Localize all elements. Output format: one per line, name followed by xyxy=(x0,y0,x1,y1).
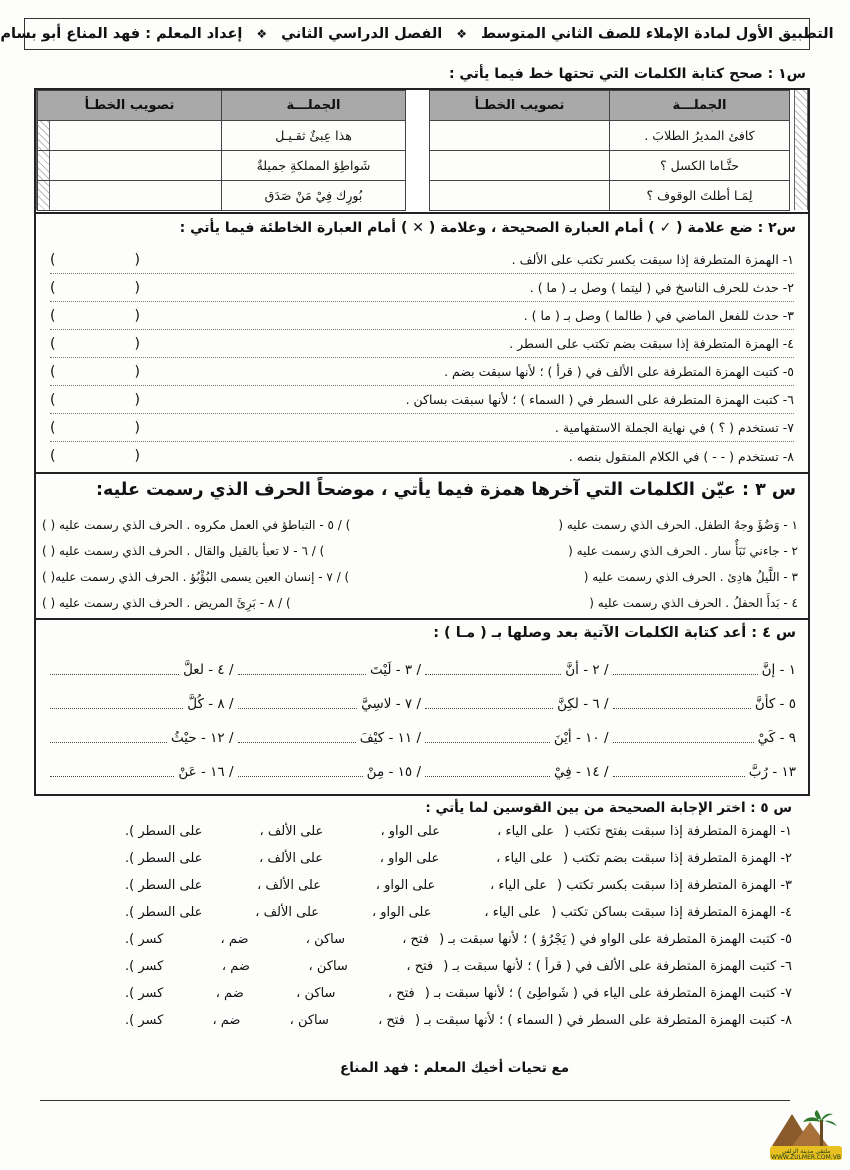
q2-statement: ٣- حدث للفعل الماضي في ( طالما ) وصل بـ ( ما ) . xyxy=(523,308,794,323)
answer-parentheses[interactable]: ( ) xyxy=(50,391,140,408)
q2-item xyxy=(50,330,794,358)
q5-item: ٦- كتبت الهمزة المتطرفة على الألف في ( قرأ ) ؛ لأنها سبقت بـ ( فتح ، ساكن ، ضم ، كسر ). xyxy=(125,958,792,974)
option[interactable]: على الواو ، xyxy=(380,823,440,839)
answer-parentheses[interactable]: ( ) xyxy=(50,448,140,464)
q4-row xyxy=(46,690,796,718)
option[interactable]: كسر ). xyxy=(125,958,164,974)
q3-item: ) / ٥ - التباطؤ في العمل مكروه . الحرف الذي رسمت عليه ( ) xyxy=(42,518,351,532)
q3-item: ) / ٦ - لا تعبأ بالقيل والقال . الحرف الذي رسمت عليه ( ) xyxy=(42,544,325,558)
option[interactable]: ساكن ، xyxy=(296,985,336,1001)
q2-statement: ٤- الهمزة المتطرفة إذا سبقت بضم تكتب على السطر . xyxy=(509,336,794,351)
sentence-cell: لِمَـا أطلتَ الوقوف ؟ xyxy=(610,181,790,211)
q2-statement: ٥- كتبت الهمزة المتطرفة على الألف في ( قرأ ) ؛ لأنها سبقت بضم . xyxy=(444,364,794,379)
correction-cell[interactable] xyxy=(38,121,222,151)
col-header-sentence: الجملـــة xyxy=(222,91,406,121)
q4-cell: / ١٥ - مِنْ xyxy=(234,758,422,786)
option[interactable]: على الألف ، xyxy=(255,904,320,920)
logo-url: WWW.ZULMER.COM.VB xyxy=(771,1154,841,1161)
q2-item xyxy=(50,386,794,414)
option[interactable]: على الألف ، xyxy=(257,877,321,893)
option[interactable]: على الياء ، xyxy=(490,877,547,893)
option[interactable]: ضم ، xyxy=(215,985,244,1001)
header-subject: التطبيق الأول لمادة الإملاء للصف الثاني المتوسط xyxy=(481,26,834,42)
q4-title: س ٤ : أعد كتابة الكلمات الآتية بعد وصلها بـ ( مـا ) : xyxy=(433,625,796,641)
option[interactable]: كسر ). xyxy=(125,985,164,1001)
correction-cell[interactable] xyxy=(430,151,610,181)
option[interactable]: على السطر ). xyxy=(125,850,203,866)
q5-item: ٧- كتبت الهمزة المتطرفة على الياء في ( شَواطِئ ) ؛ لأنها سبقت بـ ( فتح ، ساكن ، ضم ، كسر ). xyxy=(125,985,792,1001)
answer-parentheses[interactable]: ( ) xyxy=(50,251,140,268)
option[interactable]: على الألف ، xyxy=(259,823,324,839)
option[interactable]: فتح ، xyxy=(402,931,430,947)
sentence-cell: هذا عِبئٌ ثقـيـل xyxy=(222,121,406,151)
q5-item: ٢- الهمزة المتطرفة إذا سبقت بضم تكتب ( على الياء ، على الواو ، على الألف ، على السطر ). xyxy=(125,850,792,866)
q5-item: ٣- الهمزة المتطرفة إذا سبقت بكسر تكتب ( على الياء ، على الواو ، على الألف ، على السطر ). xyxy=(125,877,792,893)
sentence-cell: حتَّـاما الكسل ؟ xyxy=(610,151,790,181)
q4-cell: / ٧ - لاسِيَّ xyxy=(234,690,422,718)
section-divider xyxy=(36,472,808,474)
answer-parentheses[interactable]: ( ) xyxy=(50,363,140,380)
correction-cell[interactable] xyxy=(38,151,222,181)
answer-parentheses[interactable]: ( ) xyxy=(50,335,140,352)
q5-item: ٨- كتبت الهمزة المتطرفة على السطر في ( السماء ) ؛ لأنها سبقت بـ ( فتح ، ساكن ، ضم ، كسر ). xyxy=(125,1012,792,1028)
sentence-cell: شَواطِؤ المملكةِ جميلةٌ xyxy=(222,151,406,181)
footer-signature: مع تحيات أخيك المعلم : فهد المناع xyxy=(340,1060,570,1076)
option[interactable]: فتح ، xyxy=(406,958,434,974)
option[interactable]: على السطر ). xyxy=(125,823,203,839)
option[interactable]: كسر ). xyxy=(125,1012,164,1028)
option[interactable]: على الواو ، xyxy=(379,850,440,866)
q4-row xyxy=(46,724,796,752)
option[interactable]: على الياء ، xyxy=(496,850,554,866)
q4-cell: / ١٢ - حيْثُ xyxy=(46,724,234,752)
q5-item: ٥- كتبت الهمزة المتطرفة على الواو في ( يَجْرُؤ ) ؛ لأنها سبقت بـ ( فتح ، ساكن ، ضم ، كسر ). xyxy=(125,931,792,947)
table-row xyxy=(38,181,790,211)
q2-item xyxy=(50,246,794,274)
q2-statement: ٧- تستخدم ( ؟ ) في نهاية الجملة الاستفهامية . xyxy=(554,420,794,435)
col-header-correction: تصويب الخطـأ xyxy=(430,91,610,121)
section-divider xyxy=(36,618,808,620)
section-divider xyxy=(36,212,808,214)
q5-item: ٤- الهمزة المتطرفة إذا سبقت بساكن تكتب ( على الياء ، على الواو ، على الألف ، على السطر ). xyxy=(125,904,792,920)
q2-title: س٢ : ضع علامة ( ✓ ) أمام العبارة الصحيحة ، وعلامة ( ✕ ) أمام العبارة الخاطئة فيما يأتي : xyxy=(179,220,796,236)
sentence-cell: بُورِك فِيْ مَنْ صَدَق xyxy=(222,181,406,211)
forum-logo xyxy=(768,1106,844,1162)
q2-statement: ٦- كتبت الهمزة المتطرفة على السطر في ( السماء ) ؛ لأنها سبقت بساكن . xyxy=(405,392,794,407)
q4-cell: / ٨ - كُلَّ xyxy=(46,690,234,718)
col-header-sentence: الجملـــة xyxy=(610,91,790,121)
option[interactable]: على الواو ، xyxy=(371,904,432,920)
q3-item: ٢ - جاءني نَبَأٌ سار . الحرف الذي رسمت عليه ( xyxy=(568,544,798,558)
q4-row xyxy=(46,758,796,786)
option[interactable]: فتح ، xyxy=(387,985,415,1001)
q2-item xyxy=(50,274,794,302)
q3-item: ) / ٧ - إنسان العين يسمى البُؤْبُؤ . الحرف الذي رسمت عليه( ) xyxy=(42,570,350,584)
option[interactable]: على الواو ، xyxy=(375,877,436,893)
q3-item: ٣ - اللَّيلُ هادِئ . الحرف الذي رسمت عليه ( xyxy=(583,570,798,584)
header-semester: الفصل الدراسي الثاني xyxy=(281,26,443,42)
q2-item xyxy=(50,302,794,330)
option[interactable]: ساكن ، xyxy=(289,1012,329,1028)
q4-row xyxy=(46,656,796,684)
answer-parentheses[interactable]: ( ) xyxy=(50,419,140,436)
hatch-decoration xyxy=(794,90,808,210)
option[interactable]: ساكن ، xyxy=(305,931,346,947)
q3-item: ) / ٨ - بَرِئَ المريض . الحرف الذي رسمت عليه ( ) xyxy=(42,596,291,610)
q4-cell: ٩ - كَيْ xyxy=(609,724,797,752)
header-separator: ❖ xyxy=(456,27,468,41)
q4-cell: / ١١ - كيْفَ xyxy=(234,724,422,752)
q2-statement: ٢- حدث للحرف الناسخ في ( ليتما ) وصل بـ ( ما ) . xyxy=(529,280,794,295)
correction-cell[interactable] xyxy=(430,181,610,211)
q2-item xyxy=(50,358,794,386)
q4-cell: ٥ - كأنَّ xyxy=(609,690,797,718)
q3-item: ٤ - بَدأَ الحفلُ . الحرف الذي رسمت عليه ( xyxy=(589,596,798,610)
header-teacher: إعداد المعلم : فهد المناع أبو بسام xyxy=(0,26,243,42)
q4-cell: / ١٤ - فِيْ xyxy=(421,758,609,786)
option[interactable]: على الياء ، xyxy=(484,904,542,920)
q5-title: س ٥ : اختر الإجابة الصحيحة من بين القوسين لما يأتي : xyxy=(425,800,792,816)
q1-table xyxy=(37,90,790,211)
option[interactable]: على الألف ، xyxy=(259,850,323,866)
q4-cell: / ٣ - لَيْتَ xyxy=(234,656,422,684)
q4-cell: / ٤ - لعلَّ xyxy=(46,656,234,684)
q2-item xyxy=(50,414,794,442)
option[interactable]: فتح ، xyxy=(378,1012,405,1028)
option[interactable]: على السطر ). xyxy=(125,877,203,893)
q2-statement: ١- الهمزة المتطرفة إذا سبقت بكسر تكتب على الألف . xyxy=(511,252,794,267)
q2-item xyxy=(50,442,794,470)
option[interactable]: على الياء ، xyxy=(497,823,555,839)
correction-cell[interactable] xyxy=(430,121,610,151)
q1-title: س١ : صحح كتابة الكلمات التي تحتها خط فيما يأتي : xyxy=(448,66,806,82)
option[interactable]: ضم ، xyxy=(220,931,249,947)
q4-cell: ١٣ - رُبَّ xyxy=(609,758,797,786)
col-header-correction: تصويب الخطـأ xyxy=(38,91,222,121)
q2-statement: ٨- تستخدم ( - - ) في الكلام المنقول بنصه . xyxy=(568,448,794,464)
q4-cell: / ١٠ - أيْنَ xyxy=(421,724,609,752)
table-row xyxy=(38,151,790,181)
q3-title: س ٣ : عيّن الكلمات التي آخرها همزة فيما يأتي ، موضحاً الحرف الذي رسمت عليه: xyxy=(96,480,796,500)
table-header-row xyxy=(38,91,790,121)
option[interactable]: ضم ، xyxy=(212,1012,241,1028)
correction-cell[interactable] xyxy=(38,181,222,211)
option[interactable]: كسر ). xyxy=(125,931,164,947)
bottom-rule xyxy=(40,1100,790,1101)
table-row xyxy=(38,121,790,151)
q4-cell: / ٦ - لكِنَّ xyxy=(421,690,609,718)
q4-cell: / ٢ - أنَّ xyxy=(421,656,609,684)
answer-parentheses[interactable]: ( ) xyxy=(50,279,140,296)
q5-item: ١- الهمزة المتطرفة إذا سبقت بفتح تكتب ( على الياء ، على الواو ، على الألف ، على السطر ). xyxy=(125,823,792,839)
option[interactable]: ضم ، xyxy=(221,958,250,974)
questions-frame xyxy=(34,88,810,796)
logo-text: ملتقى مدينة الزلفي xyxy=(781,1148,831,1155)
worksheet-header xyxy=(0,18,834,50)
sentence-cell: كافئ المديرُ الطلابَ . xyxy=(610,121,790,151)
q4-cell: ١ - إنَّ xyxy=(609,656,797,684)
option[interactable]: ساكن ، xyxy=(308,958,348,974)
option[interactable]: على السطر ). xyxy=(125,904,203,920)
q3-item: ١ - وَضُؤَ وجهُ الطفل. الحرف الذي رسمت عليه ( xyxy=(558,518,798,532)
answer-parentheses[interactable]: ( ) xyxy=(50,307,140,324)
table-gap xyxy=(406,91,430,121)
header-separator: ❖ xyxy=(256,27,268,41)
q4-cell: / ١٦ - عَنْ xyxy=(46,758,234,786)
